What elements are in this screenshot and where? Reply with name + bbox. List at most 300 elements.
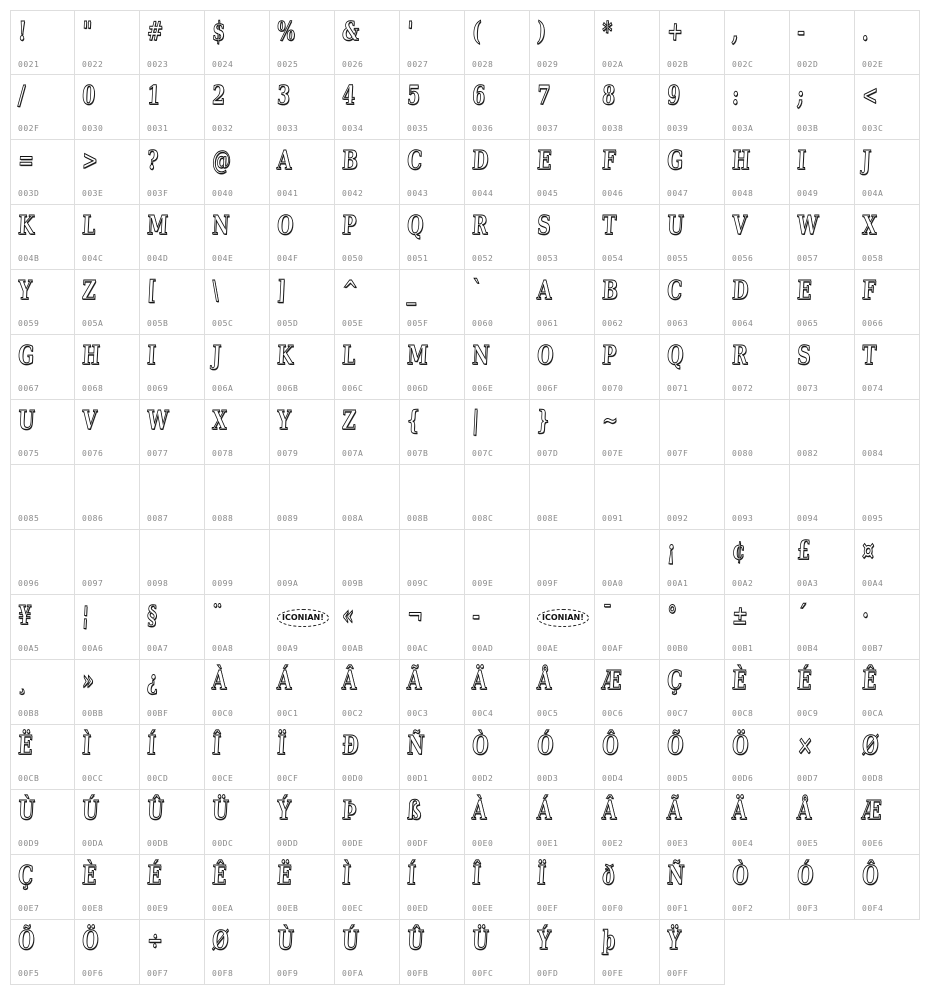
glyph-cell-00fb[interactable]	[400, 920, 465, 985]
glyph-preview: Â	[341, 666, 358, 696]
glyph-cell-00ea[interactable]	[205, 855, 270, 920]
glyph-cell-00db[interactable]	[140, 790, 205, 855]
codepoint-label: 004B	[18, 254, 40, 263]
glyph-cell-006d[interactable]	[400, 335, 465, 400]
glyph-cell-00eb[interactable]	[270, 855, 335, 920]
glyph-cell-006c[interactable]	[335, 335, 400, 400]
codepoint-label: 0062	[602, 319, 624, 328]
glyph-cell-00d6[interactable]	[725, 725, 790, 790]
glyph-cell-0091[interactable]	[595, 465, 660, 530]
glyph-cell-0078[interactable]	[205, 400, 270, 465]
codepoint-label: 0061	[537, 319, 559, 328]
glyph-cell-00c1[interactable]	[270, 660, 335, 725]
codepoint-label: 00A9	[277, 644, 299, 653]
codepoint-label: 00A4	[862, 579, 884, 588]
glyph-cell-0046[interactable]	[595, 140, 660, 205]
codepoint-label: 0076	[82, 449, 104, 458]
glyph-cell-00d8[interactable]	[855, 725, 920, 790]
glyph-cell-00f3[interactable]	[790, 855, 855, 920]
codepoint-label: 00DD	[277, 839, 299, 848]
glyph-cell-0076[interactable]	[75, 400, 140, 465]
glyph-preview: È	[731, 666, 748, 696]
glyph-cell-009f[interactable]	[530, 530, 595, 595]
glyph-cell-0033[interactable]	[270, 75, 335, 140]
glyph-cell-0057[interactable]	[790, 205, 855, 270]
glyph-cell-007c[interactable]	[465, 400, 530, 465]
glyph-cell-0065[interactable]	[790, 270, 855, 335]
glyph-preview: Ä	[471, 666, 488, 696]
glyph-cell-0086[interactable]	[75, 465, 140, 530]
codepoint-label: 00F9	[277, 969, 299, 978]
glyph-cell-00a1[interactable]	[660, 530, 725, 595]
glyph-cell-005a[interactable]	[75, 270, 140, 335]
glyph-cell-0084[interactable]	[855, 400, 920, 465]
glyph-cell-00f1[interactable]	[660, 855, 725, 920]
glyph-cell-0069[interactable]	[140, 335, 205, 400]
codepoint-label: 0077	[147, 449, 169, 458]
glyph-cell-00fd[interactable]	[530, 920, 595, 985]
glyph-cell-00b7[interactable]	[855, 595, 920, 660]
glyph-cell-00f4[interactable]	[855, 855, 920, 920]
glyph-cell-00e8[interactable]	[75, 855, 140, 920]
codepoint-label: 00F5	[18, 969, 40, 978]
glyph-cell-0095[interactable]	[855, 465, 920, 530]
codepoint-label: 0051	[407, 254, 429, 263]
glyph-cell-00c3[interactable]	[400, 660, 465, 725]
glyph-cell-00bb[interactable]	[75, 660, 140, 725]
codepoint-label: 0059	[18, 319, 40, 328]
codepoint-label: 003F	[147, 189, 169, 198]
codepoint-label: 00E3	[667, 839, 689, 848]
glyph-cell-0054[interactable]	[595, 205, 660, 270]
codepoint-label: 0069	[147, 384, 169, 393]
glyph-preview: Ù	[17, 796, 36, 826]
codepoint-label: 0058	[862, 254, 884, 263]
codepoint-label: 0056	[732, 254, 754, 263]
glyph-cell-004c[interactable]	[75, 205, 140, 270]
glyph-cell-0074[interactable]	[855, 335, 920, 400]
glyph-cell-0034[interactable]	[335, 75, 400, 140]
glyph-cell-006f[interactable]	[530, 335, 595, 400]
glyph-cell-00b0[interactable]	[660, 595, 725, 660]
glyph-cell-006a[interactable]	[205, 335, 270, 400]
glyph-preview: ¦	[81, 601, 90, 631]
glyph-preview: =	[17, 146, 35, 176]
glyph-preview: ^	[341, 276, 359, 306]
codepoint-label: 006C	[342, 384, 364, 393]
glyph-cell-0039[interactable]	[660, 75, 725, 140]
glyph-cell-009b[interactable]	[335, 530, 400, 595]
glyph-cell-00b4[interactable]	[790, 595, 855, 660]
glyph-cell-0040[interactable]	[205, 140, 270, 205]
glyph-cell-0060[interactable]	[465, 270, 530, 335]
glyph-preview: Ÿ	[666, 926, 682, 956]
codepoint-label: 002F	[18, 124, 40, 133]
glyph-cell-00d9[interactable]	[10, 790, 75, 855]
glyph-cell-005e[interactable]	[335, 270, 400, 335]
glyph-cell-0058[interactable]	[855, 205, 920, 270]
glyph-cell-00dd[interactable]	[270, 790, 335, 855]
glyph-preview: V	[81, 406, 98, 436]
glyph-preview: T	[601, 211, 617, 241]
glyph-cell-00d1[interactable]	[400, 725, 465, 790]
glyph-cell-007f[interactable]	[660, 400, 725, 465]
glyph-cell-00a4[interactable]	[855, 530, 920, 595]
glyph-cell-0055[interactable]	[660, 205, 725, 270]
glyph-cell-005b[interactable]	[140, 270, 205, 335]
glyph-cell-00e2[interactable]	[595, 790, 660, 855]
glyph-cell-007a[interactable]	[335, 400, 400, 465]
glyph-cell-0077[interactable]	[140, 400, 205, 465]
glyph-preview: ~	[601, 406, 619, 436]
codepoint-label: 0074	[862, 384, 884, 393]
glyph-preview: K	[276, 341, 295, 371]
glyph-cell-0038[interactable]	[595, 75, 660, 140]
glyph-cell-0098[interactable]	[140, 530, 205, 595]
glyph-cell-0097[interactable]	[75, 530, 140, 595]
glyph-cell-00e9[interactable]	[140, 855, 205, 920]
glyph-preview: Y	[276, 406, 292, 436]
glyph-cell-007d[interactable]	[530, 400, 595, 465]
glyph-cell-00c4[interactable]	[465, 660, 530, 725]
codepoint-label: 00AB	[342, 644, 364, 653]
glyph-preview: 6	[471, 81, 486, 111]
glyph-cell-00df[interactable]	[400, 790, 465, 855]
glyph-cell-008c[interactable]	[465, 465, 530, 530]
glyph-cell-0026[interactable]	[335, 10, 400, 75]
glyph-cell-00e1[interactable]	[530, 790, 595, 855]
glyph-cell-00c7[interactable]	[660, 660, 725, 725]
codepoint-label: 00C1	[277, 709, 299, 718]
glyph-cell-00cd[interactable]	[140, 725, 205, 790]
glyph-cell-00a5[interactable]	[10, 595, 75, 660]
glyph-cell-00e0[interactable]	[465, 790, 530, 855]
codepoint-label: 0026	[342, 60, 364, 69]
glyph-cell-007e[interactable]	[595, 400, 660, 465]
glyph-cell-00b1[interactable]	[725, 595, 790, 660]
glyph-cell-0093[interactable]	[725, 465, 790, 530]
glyph-cell-003d[interactable]	[10, 140, 75, 205]
glyph-cell-003f[interactable]	[140, 140, 205, 205]
codepoint-label: 0096	[18, 579, 40, 588]
glyph-cell-005d[interactable]	[270, 270, 335, 335]
glyph-cell-0056[interactable]	[725, 205, 790, 270]
glyph-cell-00de[interactable]	[335, 790, 400, 855]
glyph-cell-00d5[interactable]	[660, 725, 725, 790]
glyph-cell-004f[interactable]	[270, 205, 335, 270]
codepoint-label: 0042	[342, 189, 364, 198]
glyph-cell-0064[interactable]	[725, 270, 790, 335]
codepoint-label: 00E4	[732, 839, 754, 848]
glyph-cell-00d2[interactable]	[465, 725, 530, 790]
glyph-cell-00f2[interactable]	[725, 855, 790, 920]
glyph-cell-00cc[interactable]	[75, 725, 140, 790]
glyph-cell-00ac[interactable]	[400, 595, 465, 660]
glyph-cell-00f9[interactable]	[270, 920, 335, 985]
glyph-cell-00f7[interactable]	[140, 920, 205, 985]
codepoint-label: 0063	[667, 319, 689, 328]
glyph-cell-00c5[interactable]	[530, 660, 595, 725]
glyph-cell-0070[interactable]	[595, 335, 660, 400]
glyph-cell-003b[interactable]	[790, 75, 855, 140]
glyph-cell-0021[interactable]	[10, 10, 75, 75]
glyph-cell-00e7[interactable]	[10, 855, 75, 920]
glyph-cell-0050[interactable]	[335, 205, 400, 270]
glyph-cell-0025[interactable]	[270, 10, 335, 75]
codepoint-label: 0068	[82, 384, 104, 393]
glyph-cell-009e[interactable]	[465, 530, 530, 595]
codepoint-label: 0044	[472, 189, 494, 198]
glyph-cell-0092[interactable]	[660, 465, 725, 530]
glyph-cell-00f6[interactable]	[75, 920, 140, 985]
glyph-preview: M	[146, 211, 169, 241]
glyph-cell-00a7[interactable]	[140, 595, 205, 660]
glyph-cell-002d[interactable]	[790, 10, 855, 75]
glyph-cell-00d7[interactable]	[790, 725, 855, 790]
glyph-cell-003a[interactable]	[725, 75, 790, 140]
glyph-cell-0062[interactable]	[595, 270, 660, 335]
glyph-cell-00fc[interactable]	[465, 920, 530, 985]
glyph-cell-00ad[interactable]	[465, 595, 530, 660]
glyph-cell-00af[interactable]	[595, 595, 660, 660]
glyph-cell-009c[interactable]	[400, 530, 465, 595]
glyph-cell-00ca[interactable]	[855, 660, 920, 725]
glyph-cell-0043[interactable]	[400, 140, 465, 205]
glyph-cell-0036[interactable]	[465, 75, 530, 140]
glyph-cell-00c6[interactable]	[595, 660, 660, 725]
codepoint-label: 00EF	[537, 904, 559, 913]
glyph-cell-003c[interactable]	[855, 75, 920, 140]
glyph-cell-0085[interactable]	[10, 465, 75, 530]
codepoint-label: 00F6	[82, 969, 104, 978]
codepoint-label: 00E5	[797, 839, 819, 848]
glyph-cell-008a[interactable]	[335, 465, 400, 530]
codepoint-label: 00B4	[797, 644, 819, 653]
codepoint-label: 00FE	[602, 969, 624, 978]
glyph-cell-00f5[interactable]	[10, 920, 75, 985]
glyph-cell-008e[interactable]	[530, 465, 595, 530]
glyph-cell-00f0[interactable]	[595, 855, 660, 920]
glyph-cell-004a[interactable]	[855, 140, 920, 205]
glyph-preview: C	[666, 276, 683, 306]
glyph-preview: ±	[731, 601, 749, 631]
glyph-cell-0066[interactable]	[855, 270, 920, 335]
glyph-cell-0063[interactable]	[660, 270, 725, 335]
glyph-preview: Î	[211, 731, 222, 761]
glyph-preview: Û	[146, 796, 165, 826]
glyph-cell-00c2[interactable]	[335, 660, 400, 725]
glyph-cell-00a0[interactable]	[595, 530, 660, 595]
glyph-cell-00f8[interactable]	[205, 920, 270, 985]
glyph-cell-0044[interactable]	[465, 140, 530, 205]
glyph-cell-0079[interactable]	[270, 400, 335, 465]
glyph-preview: B	[601, 276, 619, 306]
glyph-cell-0035[interactable]	[400, 75, 465, 140]
glyph-cell-00ed[interactable]	[400, 855, 465, 920]
glyph-cell-0045[interactable]	[530, 140, 595, 205]
glyph-cell-0075[interactable]	[10, 400, 75, 465]
glyph-cell-0024[interactable]	[205, 10, 270, 75]
glyph-cell-0094[interactable]	[790, 465, 855, 530]
glyph-preview: 5	[406, 81, 421, 111]
glyph-cell-0022[interactable]	[75, 10, 140, 75]
glyph-cell-0088[interactable]	[205, 465, 270, 530]
glyph-cell-005c[interactable]	[205, 270, 270, 335]
glyph-cell-002c[interactable]	[725, 10, 790, 75]
glyph-preview: 1	[146, 81, 161, 111]
glyph-preview: Ô	[601, 731, 620, 761]
glyph-cell-00ae[interactable]	[530, 595, 595, 660]
glyph-cell-0052[interactable]	[465, 205, 530, 270]
glyph-cell-00a2[interactable]	[725, 530, 790, 595]
glyph-preview: Ã	[406, 666, 423, 696]
glyph-cell-0053[interactable]	[530, 205, 595, 270]
glyph-cell-0047[interactable]	[660, 140, 725, 205]
glyph-preview: E	[536, 146, 553, 176]
glyph-preview: Ã	[666, 796, 683, 826]
codepoint-label: 00D4	[602, 774, 624, 783]
glyph-cell-00ab[interactable]	[335, 595, 400, 660]
glyph-cell-0048[interactable]	[725, 140, 790, 205]
glyph-cell-0099[interactable]	[205, 530, 270, 595]
glyph-preview: Ü	[471, 926, 490, 956]
codepoint-label: 006A	[212, 384, 234, 393]
codepoint-label: 0064	[732, 319, 754, 328]
glyph-cell-0082[interactable]	[790, 400, 855, 465]
glyph-cell-0059[interactable]	[10, 270, 75, 335]
codepoint-label: 00B8	[18, 709, 40, 718]
glyph-preview: Æ	[861, 796, 883, 826]
glyph-cell-002b[interactable]	[660, 10, 725, 75]
glyph-preview: Ò	[471, 731, 490, 761]
glyph-cell-0071[interactable]	[660, 335, 725, 400]
glyph-cell-0031[interactable]	[140, 75, 205, 140]
codepoint-label: 0028	[472, 60, 494, 69]
codepoint-label: 00F3	[797, 904, 819, 913]
glyph-cell-0080[interactable]	[725, 400, 790, 465]
glyph-cell-0089[interactable]	[270, 465, 335, 530]
codepoint-label: 0038	[602, 124, 624, 133]
codepoint-label: 0024	[212, 60, 234, 69]
glyph-cell-00fa[interactable]	[335, 920, 400, 985]
glyph-cell-00e5[interactable]	[790, 790, 855, 855]
glyph-cell-004e[interactable]	[205, 205, 270, 270]
glyph-preview: U	[666, 211, 685, 241]
glyph-cell-0041[interactable]	[270, 140, 335, 205]
glyph-cell-00a3[interactable]	[790, 530, 855, 595]
glyph-cell-0037[interactable]	[530, 75, 595, 140]
glyph-cell-00d0[interactable]	[335, 725, 400, 790]
glyph-preview: þ	[601, 926, 616, 956]
codepoint-label: 00C6	[602, 709, 624, 718]
glyph-cell-00c0[interactable]	[205, 660, 270, 725]
codepoint-label: 00F8	[212, 969, 234, 978]
glyph-cell-0049[interactable]	[790, 140, 855, 205]
iconian-badge-glyph: ICONIAN!	[537, 609, 589, 627]
glyph-cell-00e6[interactable]	[855, 790, 920, 855]
glyph-cell-00c8[interactable]	[725, 660, 790, 725]
codepoint-label: 00DE	[342, 839, 364, 848]
glyph-cell-00ff[interactable]	[660, 920, 725, 985]
glyph-cell-00ef[interactable]	[530, 855, 595, 920]
glyph-cell-0096[interactable]	[10, 530, 75, 595]
glyph-cell-009a[interactable]	[270, 530, 335, 595]
glyph-cell-0029[interactable]	[530, 10, 595, 75]
glyph-cell-0051[interactable]	[400, 205, 465, 270]
glyph-cell-00dc[interactable]	[205, 790, 270, 855]
glyph-cell-0073[interactable]	[790, 335, 855, 400]
codepoint-label: 0075	[18, 449, 40, 458]
glyph-cell-00b8[interactable]	[10, 660, 75, 725]
glyph-cell-0068[interactable]	[75, 335, 140, 400]
glyph-cell-00c9[interactable]	[790, 660, 855, 725]
codepoint-label: 0072	[732, 384, 754, 393]
glyph-cell-0042[interactable]	[335, 140, 400, 205]
glyph-cell-00e4[interactable]	[725, 790, 790, 855]
glyph-cell-0067[interactable]	[10, 335, 75, 400]
glyph-cell-00d4[interactable]	[595, 725, 660, 790]
glyph-cell-007b[interactable]	[400, 400, 465, 465]
codepoint-label: 0041	[277, 189, 299, 198]
glyph-preview: %	[276, 17, 296, 47]
glyph-cell-006e[interactable]	[465, 335, 530, 400]
glyph-cell-006b[interactable]	[270, 335, 335, 400]
glyph-cell-00d3[interactable]	[530, 725, 595, 790]
glyph-cell-00cf[interactable]	[270, 725, 335, 790]
glyph-preview: 4	[341, 81, 356, 111]
glyph-cell-00fe[interactable]	[595, 920, 660, 985]
glyph-cell-003e[interactable]	[75, 140, 140, 205]
glyph-cell-00a9[interactable]	[270, 595, 335, 660]
codepoint-label: 00F2	[732, 904, 754, 913]
glyph-cell-002e[interactable]	[855, 10, 920, 75]
glyph-preview: Z	[341, 406, 357, 436]
glyph-cell-00ec[interactable]	[335, 855, 400, 920]
glyph-cell-002f[interactable]	[10, 75, 75, 140]
glyph-cell-0061[interactable]	[530, 270, 595, 335]
glyph-cell-0023[interactable]	[140, 10, 205, 75]
glyph-cell-004d[interactable]	[140, 205, 205, 270]
glyph-cell-0028[interactable]	[465, 10, 530, 75]
glyph-cell-00e3[interactable]	[660, 790, 725, 855]
glyph-cell-00da[interactable]	[75, 790, 140, 855]
glyph-cell-00ce[interactable]	[205, 725, 270, 790]
glyph-preview: -	[471, 601, 481, 631]
glyph-cell-004b[interactable]	[10, 205, 75, 270]
codepoint-label: 007A	[342, 449, 364, 458]
glyph-preview: »	[81, 666, 95, 696]
glyph-cell-00a8[interactable]	[205, 595, 270, 660]
codepoint-label: 0073	[797, 384, 819, 393]
glyph-cell-0030[interactable]	[75, 75, 140, 140]
glyph-cell-00cb[interactable]	[10, 725, 75, 790]
glyph-cell-0027[interactable]	[400, 10, 465, 75]
glyph-cell-00a6[interactable]	[75, 595, 140, 660]
glyph-cell-008b[interactable]	[400, 465, 465, 530]
glyph-preview: «	[341, 601, 355, 631]
glyph-cell-00ee[interactable]	[465, 855, 530, 920]
glyph-preview: Ü	[211, 796, 230, 826]
glyph-cell-0072[interactable]	[725, 335, 790, 400]
glyph-cell-005f[interactable]	[400, 270, 465, 335]
codepoint-label: 005D	[277, 319, 299, 328]
glyph-cell-0032[interactable]	[205, 75, 270, 140]
glyph-preview: Á	[276, 666, 293, 696]
glyph-cell-0087[interactable]	[140, 465, 205, 530]
glyph-cell-002a[interactable]	[595, 10, 660, 75]
glyph-cell-00bf[interactable]	[140, 660, 205, 725]
glyph-preview: Q	[666, 341, 685, 371]
